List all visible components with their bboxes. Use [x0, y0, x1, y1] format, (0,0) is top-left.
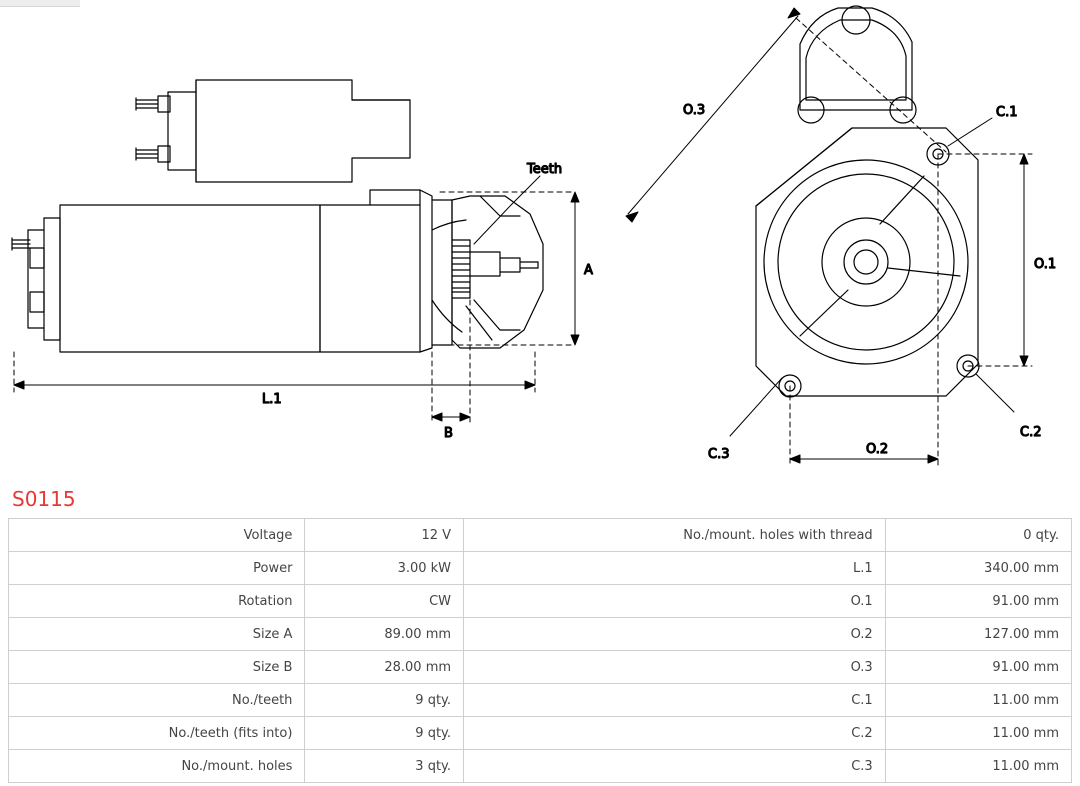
- spec-label-2: C.1: [464, 684, 886, 717]
- label-b: B: [444, 426, 453, 441]
- table-row: [9, 717, 1072, 750]
- spec-label-2: No./mount. holes with thread: [464, 519, 886, 552]
- label-l1: L.1: [262, 392, 282, 407]
- label-o3: O.3: [683, 103, 706, 118]
- spec-label-2: O.3: [464, 651, 886, 684]
- spec-label: No./teeth: [9, 684, 305, 717]
- spec-value-2: 91.00 mm: [885, 651, 1071, 684]
- spec-label: Rotation: [9, 585, 305, 618]
- spec-value: 12 V: [305, 519, 464, 552]
- spec-value-2: 0 qty.: [885, 519, 1071, 552]
- spec-value: 9 qty.: [305, 684, 464, 717]
- label-c2: C.2: [1020, 425, 1042, 440]
- specifications-table: [8, 518, 1072, 783]
- table-row: [9, 618, 1072, 651]
- spec-value: 89.00 mm: [305, 618, 464, 651]
- table-row: [9, 651, 1072, 684]
- specs-table-body: [9, 519, 1072, 783]
- label-a: A: [584, 263, 593, 278]
- spec-value-2: 91.00 mm: [885, 585, 1071, 618]
- spec-value: 9 qty.: [305, 717, 464, 750]
- front-view-drawing: [756, 6, 979, 397]
- table-row: [9, 519, 1072, 552]
- spec-label-2: O.1: [464, 585, 886, 618]
- spec-value: 3.00 kW: [305, 552, 464, 585]
- label-c3: C.3: [708, 447, 730, 462]
- spec-value-2: 127.00 mm: [885, 618, 1071, 651]
- spec-label: Power: [9, 552, 305, 585]
- spec-label-2: C.2: [464, 717, 886, 750]
- spec-label: No./mount. holes: [9, 750, 305, 783]
- label-o2: O.2: [866, 442, 889, 457]
- table-row: [9, 750, 1072, 783]
- spec-label-2: C.3: [464, 750, 886, 783]
- spec-value-2: 11.00 mm: [885, 750, 1071, 783]
- spec-label: Voltage: [9, 519, 305, 552]
- table-row: [9, 684, 1072, 717]
- spec-value: CW: [305, 585, 464, 618]
- spec-label-2: L.1: [464, 552, 886, 585]
- spec-value-2: 11.00 mm: [885, 684, 1071, 717]
- label-teeth: Teeth: [527, 162, 563, 177]
- spec-value: 28.00 mm: [305, 651, 464, 684]
- spec-value-2: 11.00 mm: [885, 717, 1071, 750]
- table-row: [9, 552, 1072, 585]
- part-code: S0115: [12, 487, 76, 511]
- spec-label: Size A: [9, 618, 305, 651]
- label-c1: C.1: [996, 105, 1018, 120]
- side-view-drawing: [12, 80, 543, 352]
- table-row: [9, 585, 1072, 618]
- label-o1: O.1: [1034, 257, 1057, 272]
- spec-label-2: O.2: [464, 618, 886, 651]
- spec-label: Size B: [9, 651, 305, 684]
- spec-value: 3 qty.: [305, 750, 464, 783]
- spec-value-2: 340.00 mm: [885, 552, 1071, 585]
- spec-label: No./teeth (fits into): [9, 717, 305, 750]
